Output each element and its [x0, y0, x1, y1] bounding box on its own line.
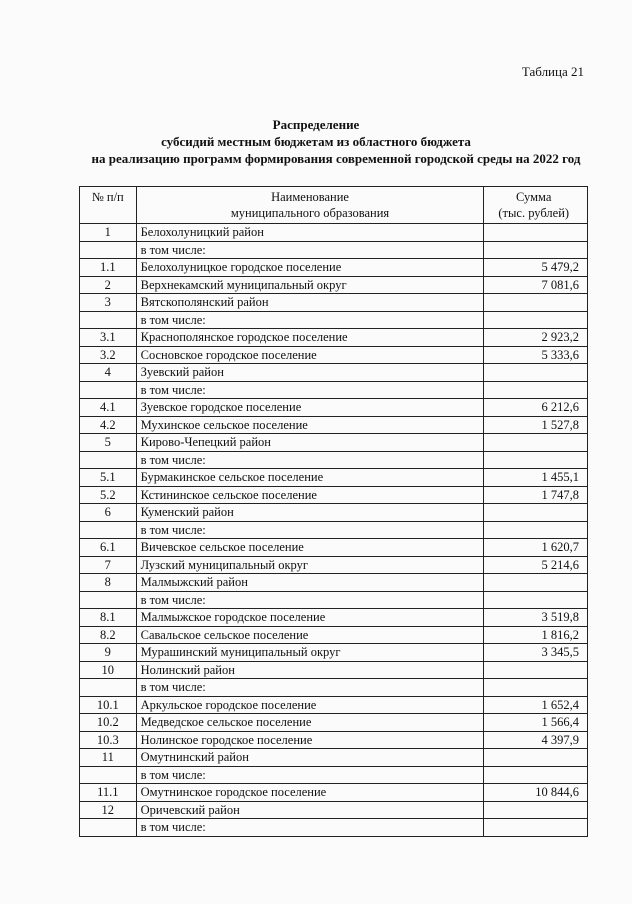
row-number-cell: 3.2: [80, 346, 137, 364]
row-number-cell: 5.1: [80, 469, 137, 487]
row-name-cell: Оричевский район: [136, 801, 484, 819]
row-name-cell: Савальское сельское поселение: [136, 626, 484, 644]
row-name-cell: Нолинский район: [136, 661, 484, 679]
table-row: [80, 644, 588, 662]
table-row: [80, 329, 588, 347]
row-sum-cell: [484, 451, 588, 469]
row-number-cell: 1.1: [80, 259, 137, 277]
row-name-cell: Лузский муниципальный округ: [136, 556, 484, 574]
table-row: [80, 766, 588, 784]
row-number-cell: [80, 381, 137, 399]
column-header-sum-line-1: Сумма: [516, 190, 552, 204]
row-sum-cell: [484, 504, 588, 522]
row-number-cell: 8.1: [80, 609, 137, 627]
row-number-cell: 11.1: [80, 784, 137, 802]
row-name-cell: Аркульское городское поселение: [136, 696, 484, 714]
row-sum-cell: [484, 521, 588, 539]
table-header-row: [80, 187, 588, 224]
row-sum-cell: [484, 801, 588, 819]
table-row: [80, 224, 588, 242]
row-name-cell: в том числе:: [136, 521, 484, 539]
row-sum-cell: 1 816,2: [484, 626, 588, 644]
row-number-cell: 12: [80, 801, 137, 819]
row-name-cell: в том числе:: [136, 819, 484, 837]
row-sum-cell: 3 519,8: [484, 609, 588, 627]
table-row: [80, 504, 588, 522]
row-number-cell: 10: [80, 661, 137, 679]
column-header-sum: [484, 187, 588, 224]
row-name-cell: Куменский район: [136, 504, 484, 522]
row-number-cell: 11: [80, 749, 137, 767]
row-sum-cell: [484, 819, 588, 837]
table-row: [80, 469, 588, 487]
row-sum-cell: [484, 364, 588, 382]
table-row: [80, 539, 588, 557]
row-number-cell: 10.3: [80, 731, 137, 749]
row-number-cell: 5: [80, 434, 137, 452]
row-name-cell: Мухинское сельское поселение: [136, 416, 484, 434]
row-sum-cell: [484, 294, 588, 312]
row-number-cell: 9: [80, 644, 137, 662]
row-sum-cell: [484, 241, 588, 259]
row-number-cell: 8.2: [80, 626, 137, 644]
row-sum-cell: [484, 381, 588, 399]
row-sum-cell: [484, 749, 588, 767]
column-header-sum-line-2: (тыс. рублей): [498, 206, 570, 220]
row-sum-cell: 1 566,4: [484, 714, 588, 732]
row-number-cell: [80, 311, 137, 329]
row-name-cell: в том числе:: [136, 679, 484, 697]
row-number-cell: 1: [80, 224, 137, 242]
row-name-cell: в том числе:: [136, 591, 484, 609]
table-row: [80, 434, 588, 452]
row-name-cell: Кстининское сельское поселение: [136, 486, 484, 504]
row-sum-cell: 1 747,8: [484, 486, 588, 504]
subsidy-distribution-table: [79, 186, 588, 837]
table-row: [80, 416, 588, 434]
row-sum-cell: [484, 311, 588, 329]
row-name-cell: Омутнинское городское поселение: [136, 784, 484, 802]
table-row: [80, 749, 588, 767]
row-sum-cell: 5 214,6: [484, 556, 588, 574]
row-name-cell: в том числе:: [136, 311, 484, 329]
row-number-cell: 6.1: [80, 539, 137, 557]
heading-line-3: на реализацию программ формирования современной городской среды на 2022 год: [91, 151, 581, 166]
column-header-name: [136, 187, 484, 224]
row-name-cell: Краснополянское городское поселение: [136, 329, 484, 347]
row-sum-cell: 1 455,1: [484, 469, 588, 487]
row-number-cell: 10.1: [80, 696, 137, 714]
row-sum-cell: [484, 661, 588, 679]
row-name-cell: в том числе:: [136, 451, 484, 469]
row-name-cell: Сосновское городское поселение: [136, 346, 484, 364]
table-row: [80, 346, 588, 364]
row-number-cell: 2: [80, 276, 137, 294]
column-header-name-line-1: Наименование: [271, 190, 349, 204]
table-row: [80, 364, 588, 382]
row-name-cell: Омутнинский район: [136, 749, 484, 767]
table-row: [80, 381, 588, 399]
row-sum-cell: 4 397,9: [484, 731, 588, 749]
row-number-cell: 6: [80, 504, 137, 522]
row-sum-cell: 1 527,8: [484, 416, 588, 434]
row-sum-cell: [484, 591, 588, 609]
row-sum-cell: 1 620,7: [484, 539, 588, 557]
row-name-cell: Нолинское городское поселение: [136, 731, 484, 749]
table-row: [80, 609, 588, 627]
row-sum-cell: [484, 224, 588, 242]
row-sum-cell: 10 844,6: [484, 784, 588, 802]
table-row: [80, 696, 588, 714]
row-number-cell: 3.1: [80, 329, 137, 347]
table-row: [80, 801, 588, 819]
row-sum-cell: 5 333,6: [484, 346, 588, 364]
column-header-name-line-2: муниципального образования: [230, 206, 390, 220]
row-number-cell: [80, 679, 137, 697]
row-number-cell: 4.1: [80, 399, 137, 417]
table-row: [80, 294, 588, 312]
table-row: [80, 661, 588, 679]
row-name-cell: в том числе:: [136, 766, 484, 784]
row-number-cell: [80, 451, 137, 469]
table-row: [80, 399, 588, 417]
row-name-cell: Малмыжское городское поселение: [136, 609, 484, 627]
row-name-cell: Белохолуницкое городское поселение: [136, 259, 484, 277]
row-number-cell: 5.2: [80, 486, 137, 504]
document-heading: [0, 116, 632, 167]
row-sum-cell: 6 212,6: [484, 399, 588, 417]
row-name-cell: Зуевский район: [136, 364, 484, 382]
row-number-cell: 10.2: [80, 714, 137, 732]
table-row: [80, 451, 588, 469]
table-row: [80, 591, 588, 609]
row-name-cell: Вятскополянский район: [136, 294, 484, 312]
heading-line-1: Распределение: [272, 117, 360, 132]
row-name-cell: в том числе:: [136, 241, 484, 259]
row-sum-cell: [484, 766, 588, 784]
table-row: [80, 259, 588, 277]
row-sum-cell: 1 652,4: [484, 696, 588, 714]
row-sum-cell: [484, 679, 588, 697]
row-number-cell: 4: [80, 364, 137, 382]
row-number-cell: 7: [80, 556, 137, 574]
row-sum-cell: 2 923,2: [484, 329, 588, 347]
row-number-cell: [80, 591, 137, 609]
row-name-cell: Бурмакинское сельское поселение: [136, 469, 484, 487]
table-row: [80, 784, 588, 802]
table-row: [80, 679, 588, 697]
row-name-cell: Малмыжский район: [136, 574, 484, 592]
row-sum-cell: 7 081,6: [484, 276, 588, 294]
row-number-cell: 4.2: [80, 416, 137, 434]
table-row: [80, 241, 588, 259]
heading-line-2: субсидий местным бюджетам из областного бюджета: [161, 134, 471, 149]
table-row: [80, 556, 588, 574]
table-row: [80, 276, 588, 294]
row-number-cell: [80, 819, 137, 837]
row-number-cell: 3: [80, 294, 137, 312]
row-name-cell: Медведское сельское поселение: [136, 714, 484, 732]
table-row: [80, 731, 588, 749]
row-name-cell: Зуевское городское поселение: [136, 399, 484, 417]
table-row: [80, 819, 588, 837]
table-row: [80, 714, 588, 732]
row-name-cell: Кирово-Чепецкий район: [136, 434, 484, 452]
row-name-cell: Белохолуницкий район: [136, 224, 484, 242]
row-sum-cell: [484, 434, 588, 452]
table-row: [80, 486, 588, 504]
row-number-cell: [80, 766, 137, 784]
table-row: [80, 311, 588, 329]
table-body: [80, 224, 588, 837]
row-number-cell: [80, 521, 137, 539]
table-row: [80, 574, 588, 592]
table-number-label: Таблица 21: [521, 64, 584, 79]
table-row: [80, 521, 588, 539]
column-header-num: № п/п: [80, 187, 137, 224]
row-sum-cell: 5 479,2: [484, 259, 588, 277]
row-name-cell: Верхнекамский муниципальный округ: [136, 276, 484, 294]
row-sum-cell: [484, 574, 588, 592]
row-name-cell: Мурашинский муниципальный округ: [136, 644, 484, 662]
row-number-cell: [80, 241, 137, 259]
row-name-cell: в том числе:: [136, 381, 484, 399]
table-row: [80, 626, 588, 644]
row-sum-cell: 3 345,5: [484, 644, 588, 662]
row-number-cell: 8: [80, 574, 137, 592]
row-name-cell: Вичевское сельское поселение: [136, 539, 484, 557]
